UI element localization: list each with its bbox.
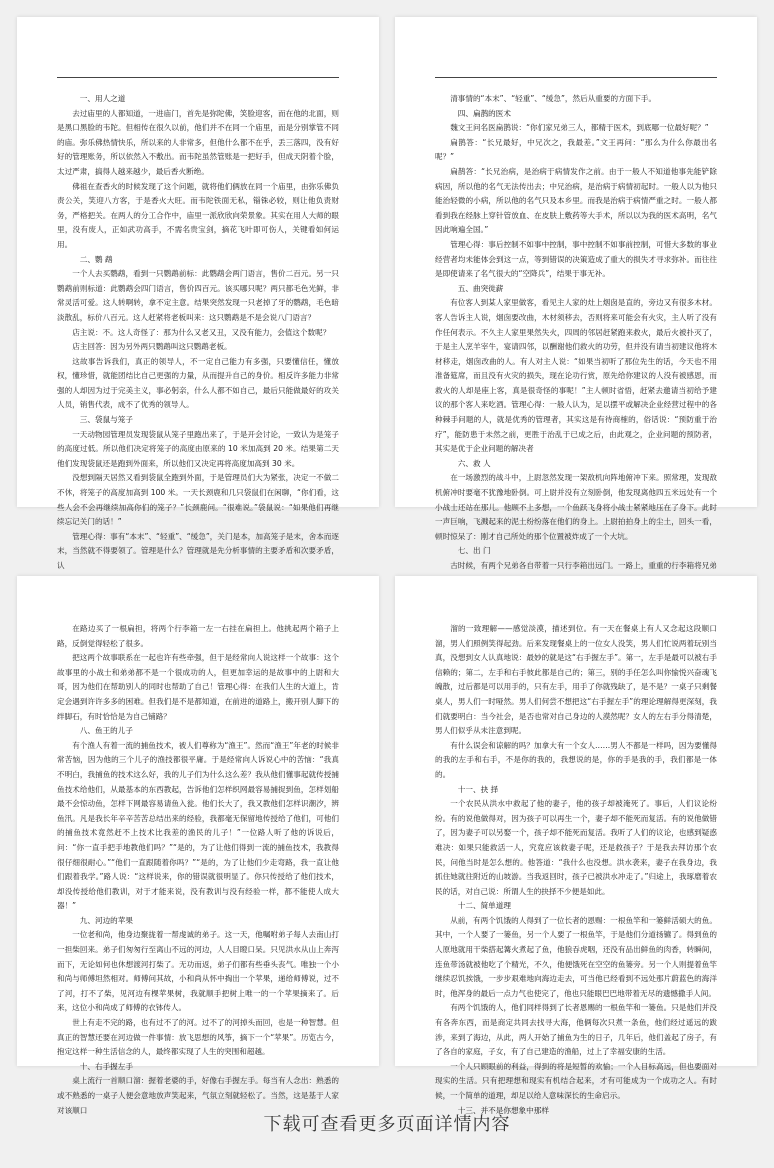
paragraph: 扁鹊答：“长兄最好，中兄次之，我最差。”文王再问：“那么为什么你最出名呢？”: [435, 137, 717, 162]
paragraph: 从前，有两个饥饿的人得到了一位长者的恩赐：一根鱼竿和一篓鲜活硕大的鱼。其中，一个人要了一篓鱼，另一个人要了一根鱼竿，于是他们分道扬镳了。得到鱼的人原地就用干柴搭起篝火煮起了鱼，他狼吞虎咽，还没有品出鲜鱼的肉香，转瞬间，连鱼带汤就被他吃了个精光，不久，他便饿死在空空的鱼篓旁。另一个人则提着鱼竿继续忍饥挨饿，一步步艰难地向海边走去，可当他已经看到不远处那片蔚蓝色的海洋时，他浑身的最后一点力气也使完了，他也只能眼巴巴地带着无尽的遗憾撒手人间。: [435, 915, 717, 998]
paragraph: 有什么误会和谅解的吗？加拿大有一个女人……男人不都是一样吗，因为要懂得的我的左手和右手，不是你的我的，我想说的是，你的手是我的手，我们都是一体的。: [435, 740, 717, 779]
download-hint[interactable]: 下载可查看更多页面详情内容: [263, 1114, 511, 1135]
section-heading: 九、河边的苹果: [79, 915, 133, 925]
paragraph: 没想到隔天居然又看到袋鼠全跑到外面，于是管理员们大为紧张，决定一不做二不休，将笼子的高度加高到 100 米。一天长颈鹿和几只袋鼠们在闲聊，“你们看，这些人会不会再继续加高你们的笼子？”长颈鹿问。“很难说。”袋鼠说：“如果他们再继续忘记关门的话！”: [57, 473, 339, 527]
section-heading: 五、曲突徙薪: [457, 283, 504, 293]
paragraph: 去过庙里的人都知道，一进庙门，首先是弥陀佛，笑脸迎客，而在他的北面，则是黑口黑脸的韦陀。但相传在很久以前，他们并不在同一个庙里，而是分别掌管不同的庙。弥乐佛热情快乐，所以来的人非常多，但他什么都不在乎，丢三落四，没有好好的管理账务，所以依然入不敷出。而韦陀虽然管账是一把好手，但成天阴着个脸，太过严肃，搞得人越来越少，最后香火断绝。: [57, 108, 339, 176]
section-heading: 十二、简单道理: [457, 901, 511, 911]
paragraph: 这故事告诉我们，真正的领导人，不一定自己能力有多强，只要懂信任，懂放权，懂珍惜，就能团结比自己更强的力量，从而提升自己的身价。相反许多能力非常强的人却因为过于完美主义，事必躬亲，什么人都不如自己，最后只能做最好的攻关人员，销售代表，成不了优秀的领导人。: [57, 356, 339, 410]
section-heading: 十一、抉 择: [457, 784, 499, 794]
page-content: [435, 92, 717, 570]
section-heading: 二、鹦 鹉: [79, 254, 113, 264]
paragraph: 魏文王问名医扁鹊说：“你们家兄弟三人，都精于医术，到底哪一位最好呢？”: [450, 123, 709, 133]
paragraph: 佛祖在查香火的时候发现了这个问题，就将他们俩放在同一个庙里，由弥乐佛负责公关，笑迎八方客，于是香火大旺。而韦陀铁面无私，锱铢必较，则让他负责财务，严格把关。在两人的分工合作中，庙里一派欣欣向荣景象。其实在用人大师的眼里，没有废人，正如武功高手，不需名贵宝剑，摘花飞叶即可伤人，关键看如何运用。: [57, 181, 339, 249]
document-page-1: [17, 17, 379, 570]
paragraph: 溜的一致理解——感觉淡漠，描述到位。有一天在餐桌上有人又念起这段顺口溜，男人们照例笑得起劲。后来发现餐桌上的一位女人没笑，男人们忙说两着玩别当真，没想到女人认真地说：最妙的就是这“右手握左手”。第一，左手是最可以被右手信赖的；第二，左手和右手彼此都是自己的；第三，别的手任怎么叫你愉悦兴奋魂飞魄散，过后都是可以用手的，只有左手，用手了你就残缺了，是不是？一桌子只剩餐桌人，男人们一时哑然。男人们何尝不想把这“右手握左手”的理论理解得更深刻，我们就要明白：当今社会，是否也常对自己身边的人漠然呢？女人的左右手分得清楚，男人们似乎从未注意到呢。: [435, 624, 717, 736]
paragraph: 有个渔人有着一流的捕鱼技术，被人们尊称为“渔王”。然而“渔王”年老的时候非常苦恼，因为他的三个儿子的渔技都很平庸。于是经常向人诉说心中的苦恼：“我真不明白，我捕鱼的技术这么好，我的儿子们为什么这么差？我从他们懂事起就传授捕鱼技术给他们，从最基本的东西教起，告诉他们怎样织网最容易捕捉到鱼，怎样划船最不会惊动鱼，怎样下网最容易请鱼入瓮。他们长大了，我又教他们怎样识潮汐，辨鱼汛。凡是我长年辛辛苦苦总结出来的经验，我都毫无保留地传授给了他们，可他们的捕鱼技术竟然赶不上技术比我差的渔民的儿子！”一位路人听了他的诉说后，问：“你一直手把手地教他们吗？”“是的，为了让他们得到一流的捕鱼技术，我教得很仔细很耐心。”“他们一直跟随着你吗？”“是的，为了让他们少走弯路，我一直让他们跟着我学。”路人说：“这样说来，你的错误就很明显了。你只传授给了他们技术，却没传授给他们教训，对于才能来说，没有教训与没有经验一样，都不能使人成大器！”: [57, 740, 339, 911]
paragraph: 一个农民从洪水中救起了他的妻子，他的孩子却被淹死了。事后，人们议论纷纷。有的说他做得对，因为孩子可以再生一个，妻子却不能死而复活。有的说他做错了，因为妻子可以另娶一个，孩子却不能死而复活。我听了人们的议论，也感到疑惑难决：如果只能救活一人，究竟应该救妻子呢，还是救孩子？于是我去拜访那个农民，问他当时是怎么想的。他答道：“我什么也没想。洪水袭来，妻子在我身边，我抓住她就往附近的山坡游。当我返回时，孩子已被洪水冲走了。”归途上，我琢磨着农民的话，对自己说：所谓人生的抉择不少便是如此。: [435, 799, 717, 896]
paragraph: 古时候，有两个兄弟各自带着一只行李箱出远门。一路上，重重的行李箱将兄弟: [450, 561, 717, 570]
section-heading: 十三、并不是你想象中那样: [457, 1105, 549, 1115]
paragraph: 在路边买了一根扁担，将两个行李箱一左一右挂在扁担上。他挑起两个箱子上路，反倒觉得轻松了很多。: [57, 624, 339, 648]
paragraph: 一个人只顾眼前的利益，得到的将是短暂的欢愉；一个人目标高远，但也要面对现实的生活。只有把理想和现实有机结合起来，才有可能成为一个成功之人。有时候，一个简单的道理，却足以给人意味深长的生命启示。: [435, 1061, 717, 1100]
paragraph: 店主说：不。这人奇怪了：那为什么又老又丑，又没有能力，会值这个数呢？: [72, 327, 331, 337]
paragraph: 把这两个故事联系在一起也许有些牵强，但于是经常向人说这样一个故事：这个故事里的小战士和弟弟都不是一个很成功的人，但更加幸运的是故事中的上尉和大哥，因为他们在帮助别人的同时也帮助了自己！管理心得：在我们人生的大道上，肯定会遇到许许多多的困难。但我们是不是都知道，在前进的道路上，搬开别人脚下的绊脚石，有时恰恰是为自己铺路？: [57, 653, 339, 721]
page-content: [435, 622, 717, 1115]
paragraph: 世上有走不完的路，也有过不了的河。过不了的河掉头而回，也是一种智慧。但真正的智慧还要在河边做一件事情：放飞思想的风筝，摘下一个“苹果”。历览古今，抱定这样一种生活信念的人，最终都实现了人生的突围和超越。: [57, 1018, 339, 1057]
header-rule: [435, 77, 717, 78]
paragraph: 店主回答：因为另外两只鹦鹉叫这只鹦鹉老板。: [72, 342, 232, 352]
paragraph: 一位老和尚，他身边聚拢着一帮虔诚的弟子。这一天，他嘱咐弟子每人去南山打一担柴回来。弟子们匆匆行至离山不远的河边，人人目瞪口呆。只见洪水从山上奔泻而下，无论如何也休想渡河打柴了。无功而返，弟子们都有些垂头丧气。唯独一个小和尚与师傅坦然相对。师傅问其故，小和尚从怀中掏出一个苹果，递给师傅说，过不了河，打不了柴，见河边有棵苹果树，我就顺手把树上唯一的一个苹果摘来了。后来，这位小和尚成了师傅的衣钵传人。: [57, 930, 339, 1013]
paragraph: 清事情的“本末”、“轻重”、“缓急”，然后从重要的方面下手。: [450, 94, 657, 103]
section-heading: 六、救 人: [457, 458, 491, 468]
paragraph: 扁鹊答：“长兄治病，是治病于病情发作之前。由于一般人不知道他事先能铲除病因，所以他的名气无法传出去；中兄治病，是治病于病情初起时。一般人以为他只能治轻微的小病，所以他的名气只及本乡里。而我是治病于病情严重之时。一般人都看到我在经脉上穿针管放血、在皮肤上敷药等大手术，所以以为我的医术高明，名气因此响遍全国。”: [435, 166, 717, 235]
document-page-4: [395, 576, 757, 1115]
paragraph: 有位客人到某人家里做客，看见主人家的灶上烟囱是直的，旁边又有很多木材。客人告诉主人说，烟囱要改曲，木材须移去，否则将来可能会有火灾，主人听了没有作任何表示。不久主人家里果然失火，四周的邻居赶紧跑来救火，最后火被扑灭了，于是主人烹羊宰牛，宴请四邻，以酬谢他们救火的功劳，但并没有请当初建议他将木材移走，烟囱改曲的人。有人对主人说：“如果当初听了那位先生的话，今天也不用准备筵席，而且没有火灾的损失，现在论功行赏，原先给你建议的人没有被感恩，而救火的人却是座上客，真是很奇怪的事呢！”主人顿时省悟，赶紧去邀请当初给予建议的那个客人来吃酒。管理心得：一般人认为，足以摆平或解决企业经营过程中的各种棘手问题的人，就是优秀的管理者，其实这是有待商榷的，俗话说：“预防重于治疗”，能防患于未然之前，更胜于治乱于已成之后，由此观之，企业问题的预防者，其实是优于企业问题的解决者: [435, 298, 717, 454]
section-heading: 八、鱼王的儿子: [79, 726, 133, 736]
section-heading: 四、扁鹊的医术: [457, 108, 511, 118]
section-heading: 三、袋鼠与笼子: [79, 415, 133, 425]
paragraph: 一个人去买鹦鹉，看到一只鹦鹉前标：此鹦鹉会两门语言，售价二百元。另一只鹦鹉前则标道：此鹦鹉会四门语言，售价四百元。该买哪只呢？两只都毛色光鲜，非常灵活可爱。这人转啊转，拿不定主意。结果突然发现一只老掉了牙的鹦鹉，毛色暗淡散乱，标价八百元。这人赶紧将老板叫来：这只鹦鹉是不是会说八门语言？: [57, 269, 339, 322]
section-heading: 一、用人之道: [79, 94, 126, 103]
section-heading: 十、右手握左手: [79, 1061, 133, 1071]
paragraph: 有两个饥饿的人，他们同样得到了长者恩赐的一根鱼竿和一篓鱼。只是他们并没有各奔东西，而是商定共同去找寻大海，他俩每次只煮一条鱼，他们经过遥远的跋涉，来到了海边，从此，两人开始了捕鱼为生的日子，几年后，他们盖起了房子，有了各自的家庭，子女，有了自己建造的渔船，过上了幸福安康的生活。: [435, 1003, 717, 1057]
paragraph: 管理心得：事有“本末”、“轻重”、“缓急”，关门是本，加高笼子是末，舍本而逐末，当然就不得要领了。管理是什么？管理就是先分析事情的主要矛盾和次要矛盾，认: [57, 531, 339, 570]
paragraph: 桌上流行一首顺口溜：握着老婆的手，好像右手握左手。每当有人念出：熟悉的或不熟悉的一桌子人便会意地放声笑起来，气氛立刻就轻松了。当然，这是基于人家对该顺口: [57, 1076, 339, 1115]
section-heading: 七、出 门: [457, 546, 491, 556]
page-content: [57, 92, 339, 570]
paragraph: 管理心得：事后控制不如事中控制，事中控制不如事前控制，可惜大多数的事业经营者均未能体会到这一点，等到错误的决策造成了重大的损失才寻求弥补。而往往是即使请来了名气很大的“空降兵”，结果于事无补。: [435, 239, 717, 279]
document-page-3: [17, 576, 379, 1115]
paragraph: 一天动物园管理员发现袋鼠从笼子里跑出来了，于是开会讨论，一致认为是笼子的高度过低。所以他们决定将笼子的高度由原来的 10 米加高到 20 米。结果第二天他们发现袋鼠还是跑到外面来，所以他们又决定再将高度加高到 30 米。: [57, 429, 339, 468]
header-rule: [57, 77, 339, 78]
page-content: [57, 622, 339, 1115]
paragraph: 在一场激烈的战斗中，上尉忽然发现一架敌机向阵地俯冲下来。照常理，发现敌机俯冲时要毫不犹豫地卧倒。可上尉并没有立刻卧倒，他发现离他四五米远处有一个小战士还站在那儿。他顾不上多想，一个鱼跃飞身将小战士紧紧地压在了身下。此时一声巨响，飞溅起来的泥土纷纷落在他们的身上。上尉拍拍身上的尘土，回头一看，顿时惊呆了：刚才自己所处的那个位置被炸成了一个大坑。: [435, 473, 717, 541]
document-page-2: [395, 17, 757, 570]
